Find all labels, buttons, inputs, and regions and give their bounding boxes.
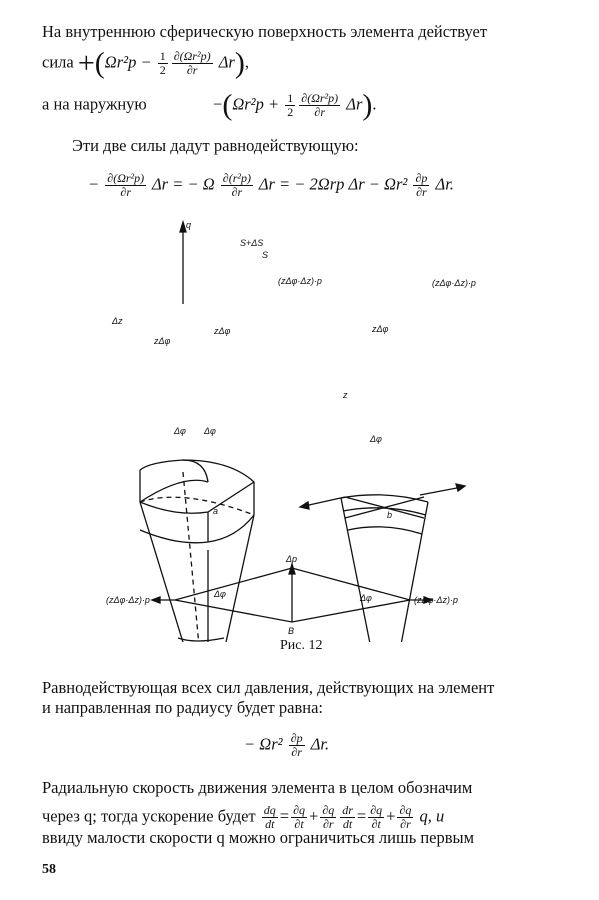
words-outer: а на наружную <box>42 94 147 114</box>
eq1-part-c: Δr = − 2Ωrp Δr − Ωr² <box>258 174 408 194</box>
label-dz: Δz <box>112 316 123 326</box>
eq1-part-b: Δr = − Ω <box>151 174 215 194</box>
paren-close-2: ) <box>362 88 373 122</box>
p3-frac-3: $\frac{\partial q}{\partial r}$ <box>322 803 335 831</box>
label-apex-a: a <box>213 506 219 516</box>
text-line-2 <box>42 46 249 80</box>
expr-b: Δr <box>218 52 235 72</box>
eq1-frac-3: $\frac{\partial p}{\partial r}$ <box>415 171 428 199</box>
equation-2 <box>244 732 329 759</box>
lower-arc <box>140 515 254 543</box>
label-rh-left: (zΔφ·Δz)·p <box>106 595 150 605</box>
p3-frac-6: $\frac{\partial q}{\partial r}$ <box>399 803 412 831</box>
p3-plus-1: + <box>309 806 319 826</box>
plus-sign: +( <box>77 46 105 80</box>
equation-1 <box>88 172 454 199</box>
hidden-arc <box>140 497 254 515</box>
expr-c: Ωr²p + <box>232 94 280 114</box>
label-zdphi-right: zΔφ <box>214 326 231 336</box>
figure-caption: Рис. 12 <box>280 638 323 653</box>
label-rh-dphi-l: Δφ <box>214 589 226 599</box>
paren-close: ) <box>234 46 245 80</box>
frac-derivative: $\frac{\text{∂(Ωr²p)}}{\partial r}$ <box>173 49 211 77</box>
frac-derivative-2: $\frac{\text{∂(Ωr²p)}}{\partial r}$ <box>301 91 339 119</box>
p3-frac-4: $\frac{dr}{dt}$ <box>342 803 353 831</box>
label-dp: Δp <box>286 554 298 564</box>
arrow-right-icon <box>456 484 465 491</box>
force-arrow-right <box>420 487 462 495</box>
frac-half: $\frac{1}{2}$ <box>159 49 166 77</box>
expr-d: Δr <box>346 94 363 114</box>
eq2-frac: $\frac{\partial p}{\partial r}$ <box>290 731 303 759</box>
p3-plus-2: + <box>386 806 396 826</box>
page-number: 58 <box>42 862 56 877</box>
label-rh-right: (zΔφ·Δz)·p <box>414 595 458 605</box>
dp-arrow-icon <box>289 564 295 574</box>
rh-arrow-left-icon <box>152 597 160 603</box>
para3-line-2 <box>42 804 444 831</box>
label-rh-b: B <box>288 626 295 636</box>
para2-line-1: Равнодействующая всех сил давления, действующих на элемент <box>42 678 495 697</box>
label-apex-b: b <box>387 510 393 520</box>
eq1-frac-2: $\frac{\text{∂(r²p)}}{\partial r}$ <box>222 171 251 199</box>
period: . <box>372 94 377 114</box>
arrow-left-icon <box>300 502 309 509</box>
label-q: q <box>186 220 192 230</box>
para3-line-1: Радиальную скорость движения элемента в целом обозначим <box>42 778 473 797</box>
label-s: S <box>262 250 269 260</box>
label-zdphi-left: zΔφ <box>154 336 171 346</box>
p3-frac-1: $\frac{dq}{dt}$ <box>263 803 276 831</box>
figure-12 <box>0 212 599 642</box>
label-force-right: (zΔφ·Δz)·p <box>432 278 476 288</box>
comma: , <box>244 52 249 72</box>
expr-a: Ωr²p − <box>104 52 152 72</box>
bottom-arc <box>178 638 224 641</box>
label-z: z <box>343 390 348 400</box>
eq1-minus: − <box>88 174 100 194</box>
left-cone <box>140 222 254 642</box>
p3-end: q, и <box>419 806 445 826</box>
label-zdphi-mid: zΔφ <box>372 324 389 334</box>
eq2-part-a: − Ωr² <box>244 734 283 754</box>
p3-frac-5: $\frac{\partial q}{\partial t}$ <box>370 803 383 831</box>
text-line-1: На внутреннюю сферическую поверхность элемента действует <box>42 22 488 41</box>
text-line-4: Эти две силы дадут равнодействующую: <box>72 136 359 155</box>
p3-eq-2: = <box>356 806 367 826</box>
p3-frac-2: $\frac{\partial q}{\partial t}$ <box>293 803 305 831</box>
eq1-part-d: Δr. <box>435 174 454 194</box>
label-s-ds: S+ΔS <box>240 238 264 248</box>
paren-open: ( <box>222 88 233 122</box>
para2-line-2: и направленная по радиусу будет равна: <box>42 698 323 717</box>
eq1-frac-1: $\frac{\text{∂(Ωr²p)}}{\partial r}$ <box>107 171 145 199</box>
label-rh-dphi-r: Δφ <box>360 593 372 603</box>
word-sila: сила <box>42 52 74 72</box>
p3-pre: через q; тогда ускорение будет <box>42 806 256 826</box>
frac-half-2: $\frac{1}{2}$ <box>287 91 294 119</box>
para3-line-3: ввиду малости скорости q можно ограничиться лишь первым <box>42 828 475 847</box>
label-force-left: (zΔφ·Δz)·p <box>278 276 322 286</box>
label-dphi-a: Δφ <box>174 426 186 436</box>
eq2-part-b: Δr. <box>310 734 330 754</box>
label-dphi-mid: Δφ <box>370 434 382 444</box>
label-dphi-b: Δφ <box>204 426 216 436</box>
text-line-3 <box>42 88 377 122</box>
cone-edge-left <box>140 502 208 642</box>
cap-outline <box>140 460 254 515</box>
minus-sign: − <box>213 94 223 114</box>
right-cone <box>300 484 465 642</box>
p3-eq-1: = <box>279 806 290 826</box>
